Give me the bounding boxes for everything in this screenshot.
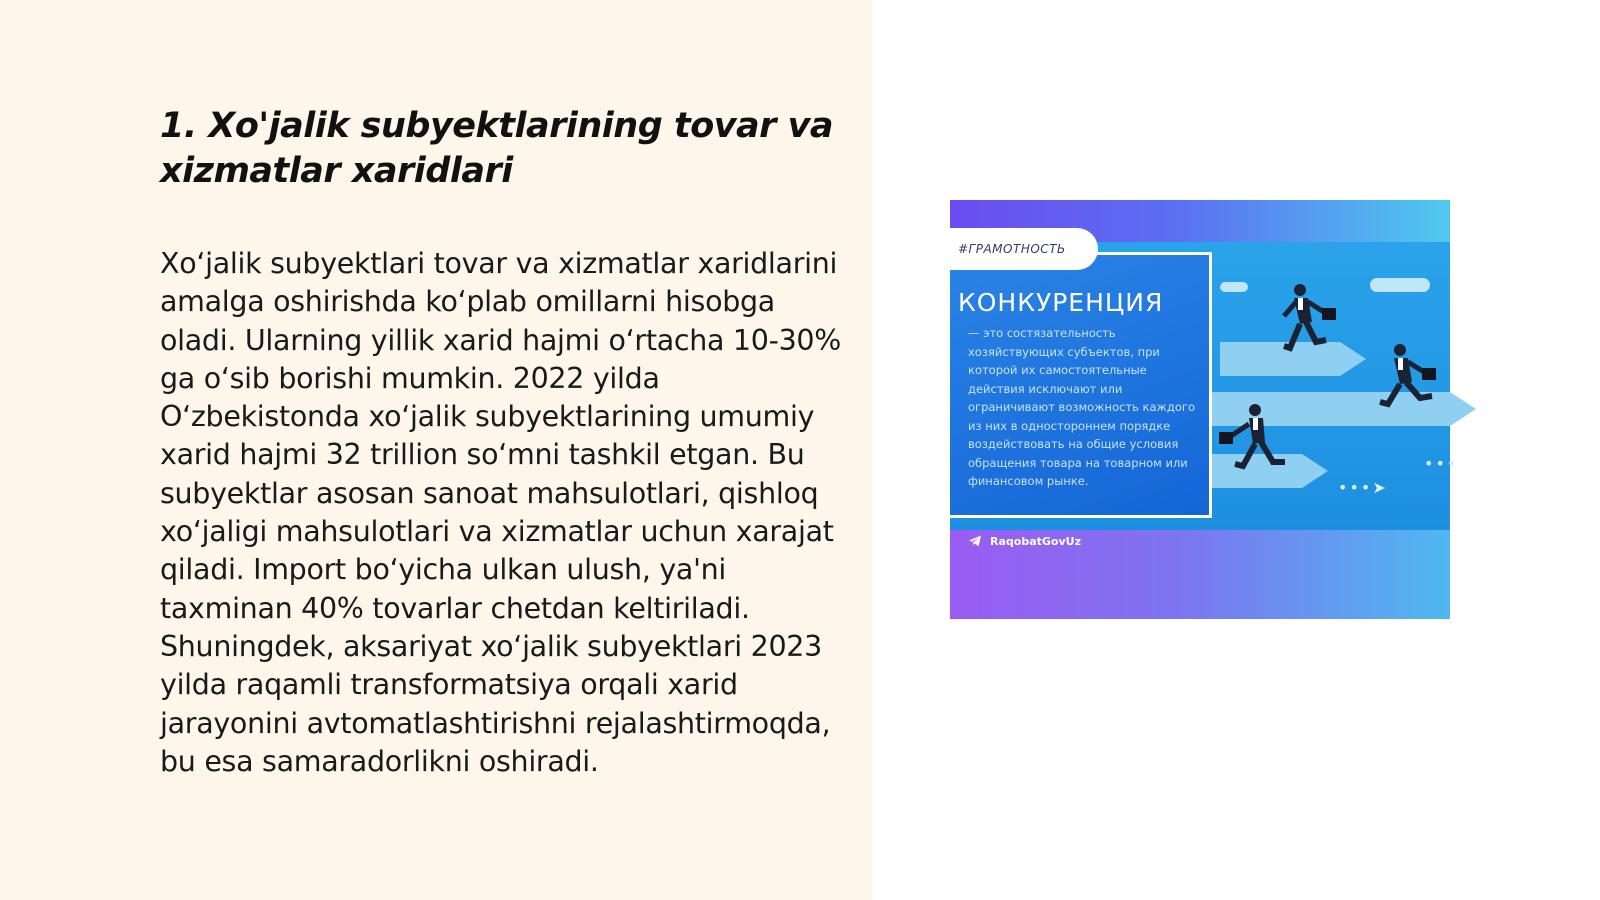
dotted-line: •••: [1424, 454, 1459, 473]
slide-title: 1. Xo'jalik subyektlarining tovar va xizmatlar xaridlari: [160, 106, 834, 191]
telegram-channel-row: [968, 534, 1081, 548]
telegram-channel-name: RaqobatGovUz: [990, 534, 1081, 548]
dotted-arrow: •••➤: [1338, 478, 1388, 497]
telegram-icon: [968, 534, 982, 548]
hashtag-label: #ГРАМОТНОСТЬ: [950, 228, 1098, 270]
slide-body-text: Xo‘jalik subyektlari tovar va xizmatlar xaridlarini amalga oshirishda ko‘plab omillarni hisobga oladi. Ularning yillik xarid hajmi o‘rtacha 10-30% ga o‘sib borishi mumkin. 2022 yilda O‘zbekistonda xo‘jalik subyektlarining umumiy xarid hajmi 32 trillion so‘mni tashkil etgan. Bu subyektlar asosan sanoat mahsulotlari, qishloq xo‘jaligi mahsulotlari va xizmatlar uchun xarajat qiladi. Import bo‘yicha ulkan ulush, ya'ni taxminan 40% tovarlar chetdan keltiriladi. Shuningdek, aksariyat xo‘jalik subyektlari 2023 yilda raqamli transformatsiya orqali xarid jarayonini avtomatlashtirishni rejalashtirmoqda, bu esa samaradorlikni oshiradi.: [160, 247, 842, 778]
konkurentsiya-poster-image: [950, 200, 1459, 619]
poster-description: — это состязательность хозяйствующих субъектов, при которой их самостоятельные действия исключают или ограничивают возможность каждого из них в одностороннем порядке воздействовать на общие условия обращения товара на товарном или финансовом рынке.: [968, 326, 1195, 488]
businessman-runner-icon: [1215, 402, 1295, 482]
cloud-shape: [1220, 282, 1248, 292]
businessman-runner-icon: [1270, 282, 1340, 362]
cloud-shape: [1370, 278, 1430, 292]
poster-heading: КОНКУРЕНЦИЯ: [958, 288, 1164, 317]
businessman-runner-icon: [1370, 342, 1440, 422]
